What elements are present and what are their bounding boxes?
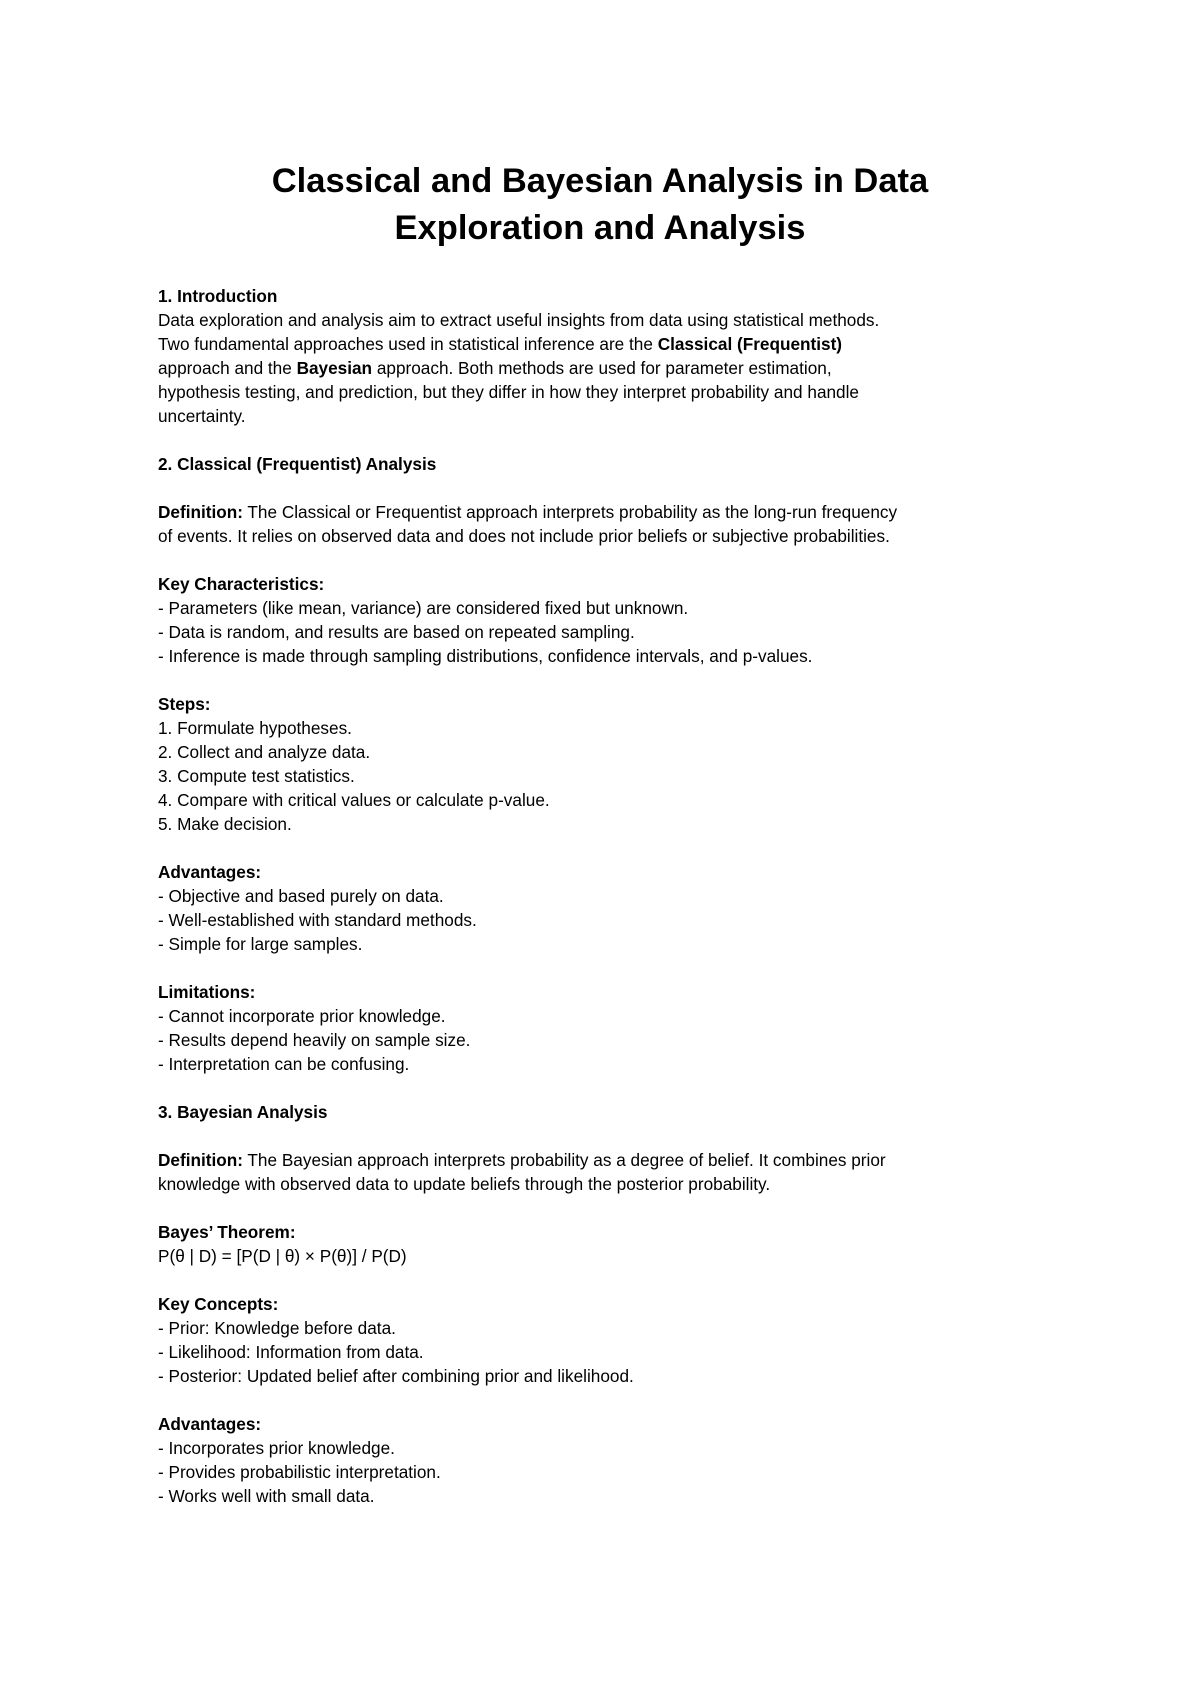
list-item: 3. Compute test statistics. (158, 766, 355, 786)
list-item: - Prior: Knowledge before data. (158, 1318, 396, 1338)
classical-definition-line: of events. It relies on observed data and does not include prior beliefs or subjective probabilities. (158, 526, 890, 546)
classical-definition-line (158, 500, 1058, 524)
bayesian-definition-line (158, 1148, 1058, 1172)
intro-text-line (158, 332, 1058, 356)
intro-text-line: hypothesis testing, and prediction, but they differ in how they interpret probability and handle (158, 382, 859, 402)
list-item: 4. Compare with critical values or calculate p-value. (158, 790, 550, 810)
bayes-formula: P(θ | D) = [P(D | θ) × P(θ)] / P(D) (158, 1246, 407, 1266)
subheading-limitations: Limitations: (158, 982, 256, 1002)
list-item: - Results depend heavily on sample size. (158, 1030, 471, 1050)
bayesian-definition-line: knowledge with observed data to update beliefs through the posterior probability. (158, 1174, 771, 1194)
list-item: - Interpretation can be confusing. (158, 1054, 410, 1074)
intro-text-line (158, 356, 1058, 380)
subheading-steps: Steps: (158, 694, 211, 714)
list-item: - Cannot incorporate prior knowledge. (158, 1006, 446, 1026)
intro-text-segment: approach and the (158, 358, 297, 378)
list-item: - Posterior: Updated belief after combining prior and likelihood. (158, 1366, 634, 1386)
list-item: - Simple for large samples. (158, 934, 363, 954)
subheading-bayes-theorem: Bayes’ Theorem: (158, 1222, 296, 1242)
list-item: 1. Formulate hypotheses. (158, 718, 352, 738)
subheading-key-characteristics: Key Characteristics: (158, 574, 325, 594)
list-item: - Inference is made through sampling distributions, confidence intervals, and p-values. (158, 646, 813, 666)
subheading-key-concepts: Key Concepts: (158, 1294, 279, 1314)
list-item: - Objective and based purely on data. (158, 886, 444, 906)
list-item: - Data is random, and results are based on repeated sampling. (158, 622, 635, 642)
title-line-2: Exploration and Analysis (394, 209, 806, 247)
intro-text-line: uncertainty. (158, 406, 246, 426)
list-item: - Likelihood: Information from data. (158, 1342, 424, 1362)
definition-text: The Bayesian approach interprets probability as a degree of belief. It combines prior (242, 1150, 886, 1170)
section-heading-bayesian: 3. Bayesian Analysis (158, 1102, 328, 1122)
section-heading-introduction: 1. Introduction (158, 286, 278, 306)
classical-term: Classical (Frequentist) (657, 334, 843, 354)
definition-label: Definition: (158, 502, 243, 522)
subheading-advantages: Advantages: (158, 862, 262, 882)
intro-text-segment: approach. Both methods are used for parameter estimation, (372, 358, 832, 378)
list-item: - Parameters (like mean, variance) are considered fixed but unknown. (158, 598, 689, 618)
subheading-advantages: Advantages: (158, 1414, 262, 1434)
document-title (0, 158, 1200, 252)
list-item: - Incorporates prior knowledge. (158, 1438, 395, 1458)
list-item: 2. Collect and analyze data. (158, 742, 371, 762)
document-body (158, 284, 1058, 1508)
title-line-1: Classical and Bayesian Analysis in Data (271, 162, 929, 200)
section-heading-classical: 2. Classical (Frequentist) Analysis (158, 454, 437, 474)
list-item: 5. Make decision. (158, 814, 292, 834)
intro-text-line: Data exploration and analysis aim to extract useful insights from data using statistical methods. (158, 310, 880, 330)
definition-text: The Classical or Frequentist approach interprets probability as the long-run frequency (242, 502, 898, 522)
list-item: - Provides probabilistic interpretation. (158, 1462, 441, 1482)
bayesian-term: Bayesian (296, 358, 373, 378)
list-item: - Works well with small data. (158, 1486, 375, 1506)
definition-label: Definition: (158, 1150, 243, 1170)
intro-text-segment: Two fundamental approaches used in statistical inference are the (158, 334, 658, 354)
list-item: - Well-established with standard methods. (158, 910, 477, 930)
